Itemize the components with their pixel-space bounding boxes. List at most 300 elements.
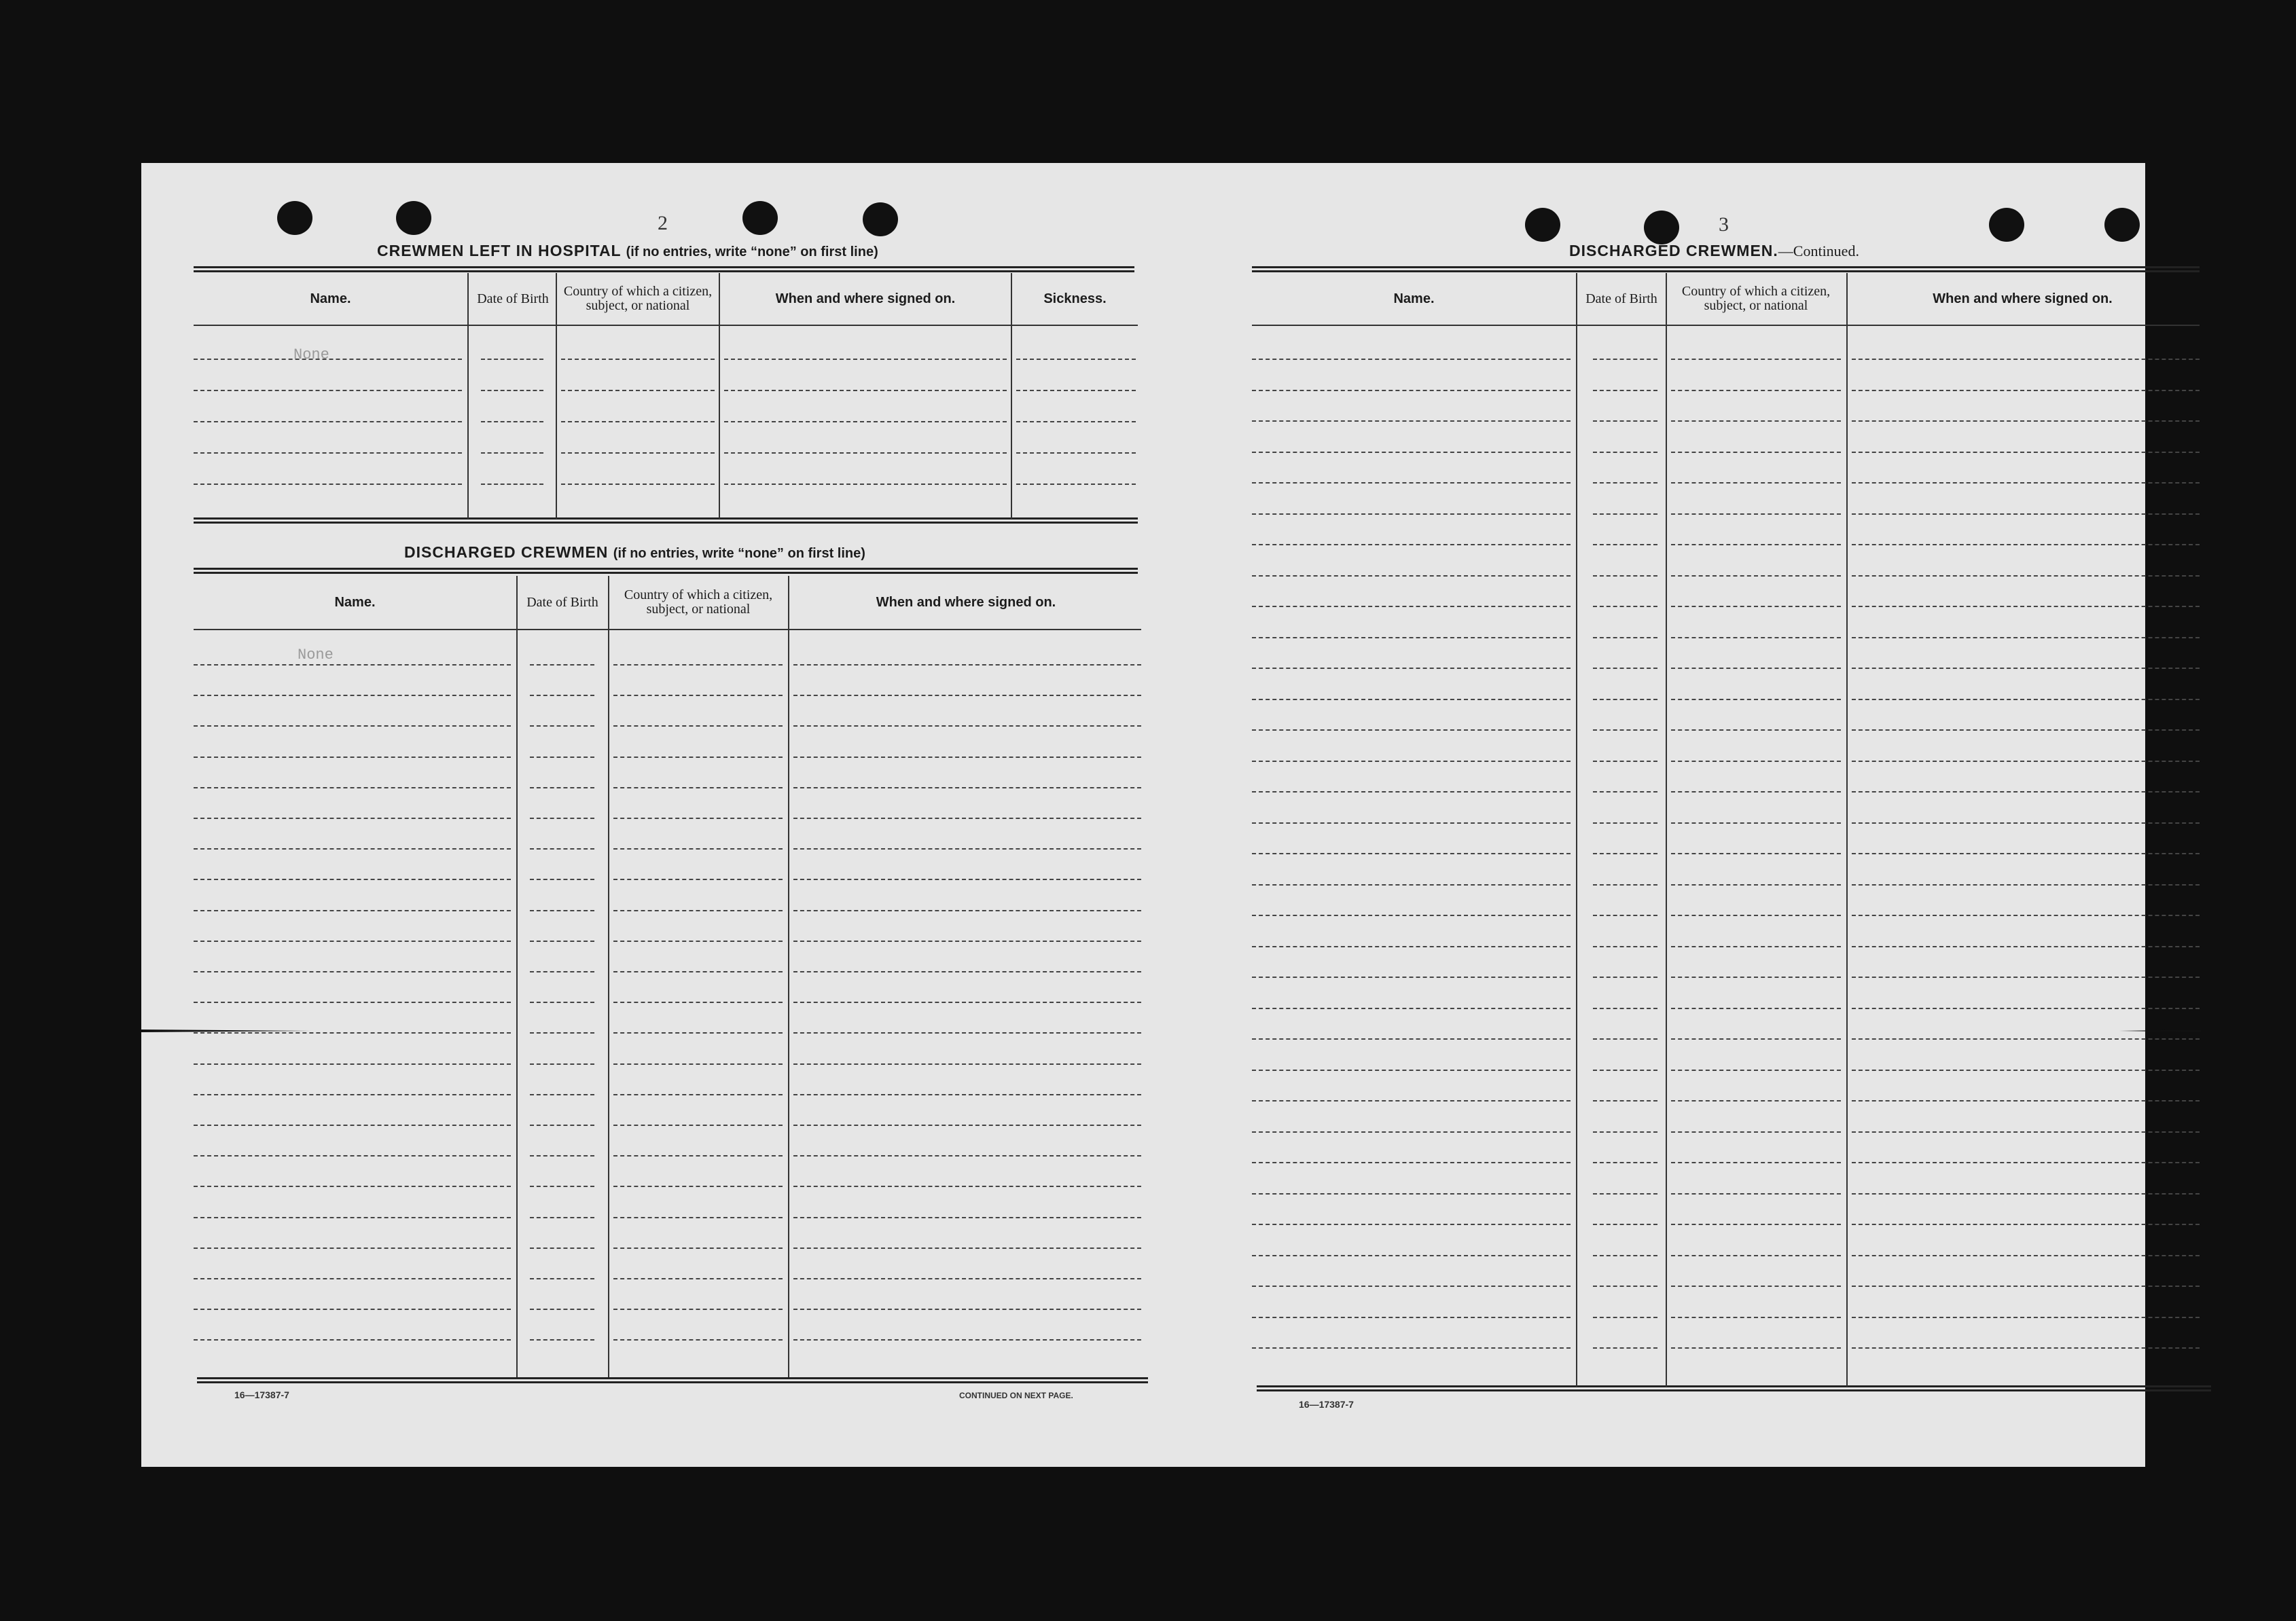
- continued-on-next-page: CONTINUED ON NEXT PAGE.: [959, 1391, 1073, 1400]
- ruled-line: [1252, 761, 1571, 762]
- ruled-line: [1671, 637, 1841, 638]
- ruled-line: [1593, 1038, 1657, 1040]
- ruled-line: [481, 359, 543, 360]
- ruled-line: [1593, 544, 1657, 545]
- ruled-line: [1671, 761, 1841, 762]
- ruled-line: [1671, 1131, 1841, 1133]
- ruled-line: [1852, 1131, 2200, 1133]
- punch-hole-5: [1525, 208, 1560, 242]
- ruled-line: [1852, 668, 2200, 669]
- ruled-line: [1593, 915, 1657, 916]
- ruled-line: [1852, 637, 2200, 638]
- punch-hole-3: [742, 201, 778, 235]
- ruled-line: [1852, 884, 2200, 886]
- ruled-line: [1671, 853, 1841, 854]
- ruled-line: [1852, 1008, 2200, 1009]
- ruled-line: [1252, 390, 1571, 391]
- ruled-line: [1671, 482, 1841, 484]
- ruled-line: [194, 879, 511, 880]
- ruled-line: [793, 910, 1141, 911]
- ruled-line: [613, 1063, 783, 1065]
- ruled-line: [1671, 915, 1841, 916]
- punch-hole-2: [396, 201, 431, 235]
- ruled-line: [1852, 513, 2200, 515]
- ruled-line: [1252, 1286, 1571, 1287]
- ruled-line: [1671, 575, 1841, 577]
- ruled-line: [194, 359, 462, 360]
- discharged-section-title: [404, 543, 865, 562]
- hospital-title-text: CREWMEN LEFT IN HOSPITAL: [377, 242, 622, 259]
- ruled-line: [1593, 822, 1657, 824]
- ruled-line: [530, 1339, 594, 1341]
- right-form-number: 16—17387-7: [1299, 1399, 1354, 1410]
- ruled-line: [194, 910, 511, 911]
- right-title-suffix: —Continued.: [1778, 242, 1859, 259]
- ruled-line: [530, 1217, 594, 1218]
- ruled-line: [194, 1186, 511, 1187]
- discharged-col-country: Country of which a citizen, subject, or national: [624, 587, 773, 617]
- discharged-bottom-rule: [197, 1377, 1148, 1383]
- ruled-line: [1252, 452, 1571, 453]
- hospital-bottom-rule: [194, 517, 1138, 524]
- ruled-line: [530, 848, 594, 850]
- ruled-line: [793, 1155, 1141, 1156]
- ruled-line: [1593, 390, 1657, 391]
- ruled-line: [1252, 822, 1571, 824]
- ruled-line: [793, 1063, 1141, 1065]
- ruled-line: [1252, 1008, 1571, 1009]
- ruled-line: [194, 452, 462, 454]
- ruled-line: [1593, 513, 1657, 515]
- ruled-line: [1671, 699, 1841, 700]
- ruled-line: [793, 757, 1141, 758]
- hospital-title-qualifier: (if no entries, write “none” on first line): [626, 244, 878, 259]
- ruled-line: [613, 1309, 783, 1310]
- ruled-line: [194, 484, 462, 485]
- hospital-col-divider-1: [467, 273, 469, 519]
- ruled-line: [1252, 729, 1571, 731]
- ruled-line: [1593, 853, 1657, 854]
- ruled-line: [724, 390, 1007, 391]
- ruled-line: [1593, 482, 1657, 484]
- ruled-line: [1593, 699, 1657, 700]
- ruled-line: [613, 971, 783, 972]
- ruled-line: [724, 359, 1007, 360]
- ruled-line: [530, 1125, 594, 1126]
- ruled-line: [481, 452, 543, 454]
- ruled-line: [1671, 420, 1841, 422]
- hospital-col-name: Name.: [310, 291, 351, 306]
- ruled-line: [793, 725, 1141, 727]
- ruled-line: [1252, 420, 1571, 422]
- ruled-line: [1671, 1347, 1841, 1349]
- ruled-line: [481, 421, 543, 422]
- ruled-line: [194, 390, 462, 391]
- right-title-text: DISCHARGED CREWMEN.: [1569, 242, 1778, 259]
- hospital-section-title: [377, 242, 878, 260]
- right-bottom-rule: [1257, 1385, 2211, 1391]
- ruled-line: [1671, 1070, 1841, 1071]
- ruled-line: [194, 757, 511, 758]
- ruled-line: [194, 1002, 511, 1003]
- ruled-line: [613, 1217, 783, 1218]
- ruled-line: [613, 695, 783, 696]
- ruled-line: [793, 664, 1141, 666]
- ruled-line: [613, 757, 783, 758]
- ruled-line: [613, 1125, 783, 1126]
- ruled-line: [1852, 1038, 2200, 1040]
- ruled-line: [530, 1063, 594, 1065]
- ruled-line: [1852, 822, 2200, 824]
- ruled-line: [530, 725, 594, 727]
- ruled-line: [561, 359, 715, 360]
- ruled-line: [1852, 420, 2200, 422]
- ruled-line: [1852, 729, 2200, 731]
- ruled-line: [793, 1339, 1141, 1341]
- ruled-line: [1852, 946, 2200, 947]
- discharged-title-text: DISCHARGED CREWMEN: [404, 543, 609, 561]
- ruled-line: [561, 421, 715, 422]
- ruled-line: [530, 1247, 594, 1249]
- ruled-line: [1252, 1317, 1571, 1318]
- ruled-line: [530, 1032, 594, 1034]
- ruled-line: [1252, 1100, 1571, 1101]
- ruled-line: [613, 725, 783, 727]
- ruled-line: [1016, 359, 1136, 360]
- ruled-line: [194, 695, 511, 696]
- ruled-line: [613, 1002, 783, 1003]
- discharged-col-divider-2: [608, 576, 609, 1377]
- ruled-line: [1252, 1162, 1571, 1163]
- ruled-line: [1016, 421, 1136, 422]
- ruled-line: [194, 1217, 511, 1218]
- discharged-col-divider-1: [516, 576, 518, 1377]
- ruled-line: [1252, 791, 1571, 793]
- ruled-line: [530, 1309, 594, 1310]
- discharged-none-entry: None: [298, 646, 334, 663]
- ruled-line: [1593, 1162, 1657, 1163]
- ruled-line: [530, 1002, 594, 1003]
- hospital-col-sickness: Sickness.: [1043, 291, 1107, 306]
- ruled-line: [1252, 915, 1571, 916]
- ruled-line: [613, 664, 783, 666]
- ruled-line: [793, 941, 1141, 942]
- ruled-line: [613, 1032, 783, 1034]
- ruled-line: [613, 879, 783, 880]
- right-col-divider-2: [1666, 273, 1667, 1387]
- ruled-line: [194, 1094, 511, 1095]
- ruled-line: [1852, 482, 2200, 484]
- ruled-line: [561, 390, 715, 391]
- ruled-line: [1671, 1100, 1841, 1101]
- ruled-line: [1252, 668, 1571, 669]
- ruled-line: [194, 1032, 511, 1034]
- ruled-line: [1671, 1193, 1841, 1195]
- ruled-line: [1671, 977, 1841, 978]
- ruled-line: [1593, 1008, 1657, 1009]
- ruled-line: [1593, 761, 1657, 762]
- right-col-name: Name.: [1393, 291, 1435, 306]
- ruled-line: [613, 941, 783, 942]
- ruled-line: [1252, 513, 1571, 515]
- discharged-title-qualifier: (if no entries, write “none” on first line): [613, 546, 865, 561]
- ruled-line: [561, 484, 715, 485]
- ruled-line: [613, 910, 783, 911]
- ruled-line: [1593, 359, 1657, 360]
- ruled-line: [1593, 668, 1657, 669]
- ruled-line: [530, 757, 594, 758]
- ruled-line: [1593, 420, 1657, 422]
- ruled-line: [1593, 606, 1657, 607]
- ruled-line: [194, 818, 511, 819]
- ruled-line: [1016, 452, 1136, 454]
- ruled-line: [194, 1339, 511, 1341]
- ruled-line: [793, 1278, 1141, 1279]
- ruled-line: [793, 971, 1141, 972]
- ruled-line: [793, 787, 1141, 788]
- ruled-line: [613, 1339, 783, 1341]
- ruled-line: [1671, 513, 1841, 515]
- left-page-number: 2: [658, 212, 668, 234]
- ruled-line: [530, 879, 594, 880]
- ruled-line: [1671, 1008, 1841, 1009]
- ruled-line: [613, 787, 783, 788]
- ruled-line: [1252, 1347, 1571, 1349]
- punch-hole-4: [863, 202, 898, 236]
- ruled-line: [1593, 1193, 1657, 1195]
- ruled-line: [1593, 1070, 1657, 1071]
- ruled-line: [1671, 1286, 1841, 1287]
- ruled-line: [1852, 915, 2200, 916]
- ruled-line: [1252, 544, 1571, 545]
- ruled-line: [530, 1094, 594, 1095]
- ruled-line: [1252, 482, 1571, 484]
- ruled-line: [613, 818, 783, 819]
- ruled-line: [1252, 1255, 1571, 1256]
- ruled-line: [1593, 1286, 1657, 1287]
- hospital-header-rule: [194, 325, 1138, 326]
- ruled-line: [793, 1186, 1141, 1187]
- ruled-line: [1671, 606, 1841, 607]
- right-page-number: 3: [1719, 213, 1729, 236]
- ruled-line: [1252, 946, 1571, 947]
- ruled-line: [194, 1125, 511, 1126]
- right-col-country: Country of which a citizen, subject, or national: [1681, 284, 1831, 313]
- ruled-line: [481, 390, 543, 391]
- punch-hole-1: [277, 201, 312, 235]
- ruled-line: [1252, 606, 1571, 607]
- right-col-date-of-birth: Date of Birth: [1585, 291, 1657, 306]
- ruled-line: [1852, 1347, 2200, 1349]
- ruled-line: [1852, 977, 2200, 978]
- ruled-line: [1852, 606, 2200, 607]
- ruled-line: [1852, 791, 2200, 793]
- ruled-line: [194, 1063, 511, 1065]
- ruled-line: [1852, 1193, 2200, 1195]
- hospital-none-entry: None: [293, 346, 329, 363]
- ruled-line: [613, 1094, 783, 1095]
- ruled-line: [1593, 1224, 1657, 1225]
- ruled-line: [1252, 637, 1571, 638]
- ruled-line: [1852, 544, 2200, 545]
- ruled-line: [613, 1247, 783, 1249]
- ruled-line: [724, 484, 1007, 485]
- ruled-line: [1671, 359, 1841, 360]
- ruled-line: [530, 1186, 594, 1187]
- ruled-line: [613, 848, 783, 850]
- ruled-line: [1671, 452, 1841, 453]
- ruled-line: [613, 1278, 783, 1279]
- punch-hole-8: [2104, 208, 2140, 242]
- ruled-line: [1852, 1100, 2200, 1101]
- right-header-rule: [1252, 325, 2200, 326]
- ruled-line: [1593, 1317, 1657, 1318]
- ruled-line: [194, 1278, 511, 1279]
- ruled-line: [1852, 1162, 2200, 1163]
- right-col-when-where: When and where signed on.: [1933, 291, 2113, 306]
- ruled-line: [793, 1217, 1141, 1218]
- ruled-line: [1252, 699, 1571, 700]
- discharged-top-rule: [194, 568, 1138, 574]
- ruled-line: [793, 1094, 1141, 1095]
- ruled-line: [1852, 761, 2200, 762]
- ruled-line: [1252, 1038, 1571, 1040]
- ruled-line: [530, 787, 594, 788]
- hospital-col-country: Country of which a citizen, subject, or national: [563, 284, 713, 313]
- ruled-line: [194, 941, 511, 942]
- ruled-line: [1671, 791, 1841, 793]
- ruled-line: [1671, 1317, 1841, 1318]
- ruled-line: [1671, 1038, 1841, 1040]
- ruled-line: [724, 421, 1007, 422]
- ruled-line: [561, 452, 715, 454]
- ruled-line: [1593, 1255, 1657, 1256]
- ruled-line: [194, 1247, 511, 1249]
- ruled-line: [793, 848, 1141, 850]
- hospital-col-divider-2: [556, 273, 557, 519]
- discharged-col-date-of-birth: Date of Birth: [526, 594, 598, 610]
- ruled-line: [1671, 668, 1841, 669]
- ruled-line: [1852, 1255, 2200, 1256]
- ruled-line: [530, 1278, 594, 1279]
- ruled-line: [1252, 1070, 1571, 1071]
- ruled-line: [1593, 452, 1657, 453]
- ruled-line: [1593, 1100, 1657, 1101]
- ruled-line: [194, 421, 462, 422]
- ruled-line: [724, 452, 1007, 454]
- ruled-line: [530, 695, 594, 696]
- ruled-line: [1852, 1224, 2200, 1225]
- ruled-line: [1593, 637, 1657, 638]
- ruled-line: [1671, 390, 1841, 391]
- punch-hole-7: [1989, 208, 2024, 242]
- ruled-line: [1252, 1224, 1571, 1225]
- ruled-line: [1671, 1255, 1841, 1256]
- ruled-line: [1593, 729, 1657, 731]
- hospital-col-date-of-birth: Date of Birth: [477, 291, 549, 306]
- ruled-line: [194, 1155, 511, 1156]
- right-section-title: [1569, 242, 1859, 260]
- ruled-line: [1252, 1131, 1571, 1133]
- right-col-divider-3: [1846, 273, 1848, 1387]
- ruled-line: [194, 971, 511, 972]
- punch-hole-6: [1644, 211, 1679, 244]
- ruled-line: [1593, 977, 1657, 978]
- ruled-line: [793, 1002, 1141, 1003]
- ruled-line: [530, 818, 594, 819]
- discharged-header-rule: [194, 629, 1141, 630]
- ruled-line: [1593, 791, 1657, 793]
- ruled-line: [1671, 544, 1841, 545]
- discharged-col-name: Name.: [334, 594, 376, 610]
- ruled-line: [1671, 946, 1841, 947]
- discharged-col-divider-3: [788, 576, 789, 1377]
- ruled-line: [1252, 1193, 1571, 1195]
- ruled-line: [530, 971, 594, 972]
- ruled-line: [1016, 390, 1136, 391]
- ruled-line: [481, 484, 543, 485]
- ruled-line: [1593, 575, 1657, 577]
- right-top-rule: [1252, 266, 2200, 272]
- right-col-divider-1: [1576, 273, 1577, 1387]
- ruled-line: [613, 1186, 783, 1187]
- ruled-line: [793, 1032, 1141, 1034]
- ruled-line: [194, 725, 511, 727]
- ruled-line: [1593, 1131, 1657, 1133]
- ruled-line: [194, 1309, 511, 1310]
- ruled-line: [1671, 1224, 1841, 1225]
- ruled-line: [793, 1247, 1141, 1249]
- ruled-line: [1852, 390, 2200, 391]
- ruled-line: [1671, 884, 1841, 886]
- ruled-line: [1016, 484, 1136, 485]
- ruled-line: [1671, 822, 1841, 824]
- ruled-line: [1852, 452, 2200, 453]
- ruled-line: [1852, 699, 2200, 700]
- ruled-line: [793, 818, 1141, 819]
- ruled-line: [194, 848, 511, 850]
- discharged-col-when-where: When and where signed on.: [876, 594, 1056, 610]
- ruled-line: [793, 695, 1141, 696]
- ruled-line: [1671, 1162, 1841, 1163]
- ruled-line: [194, 664, 511, 666]
- ruled-line: [1852, 575, 2200, 577]
- ruled-line: [1852, 359, 2200, 360]
- ruled-line: [1593, 884, 1657, 886]
- ruled-line: [1852, 1286, 2200, 1287]
- ruled-line: [530, 664, 594, 666]
- ruled-line: [1252, 977, 1571, 978]
- ruled-line: [1852, 853, 2200, 854]
- ruled-line: [1852, 1070, 2200, 1071]
- ruled-line: [1252, 884, 1571, 886]
- ruled-line: [1252, 853, 1571, 854]
- ruled-line: [1593, 946, 1657, 947]
- ruled-line: [530, 910, 594, 911]
- hospital-col-when-where: When and where signed on.: [775, 291, 956, 306]
- ruled-line: [793, 879, 1141, 880]
- ruled-line: [613, 1155, 783, 1156]
- hospital-top-rule: [194, 266, 1134, 272]
- ruled-line: [793, 1125, 1141, 1126]
- ruled-line: [1671, 729, 1841, 731]
- ruled-line: [530, 941, 594, 942]
- ruled-line: [1252, 575, 1571, 577]
- ruled-line: [530, 1155, 594, 1156]
- ruled-line: [793, 1309, 1141, 1310]
- ruled-line: [194, 787, 511, 788]
- ruled-line: [1852, 1317, 2200, 1318]
